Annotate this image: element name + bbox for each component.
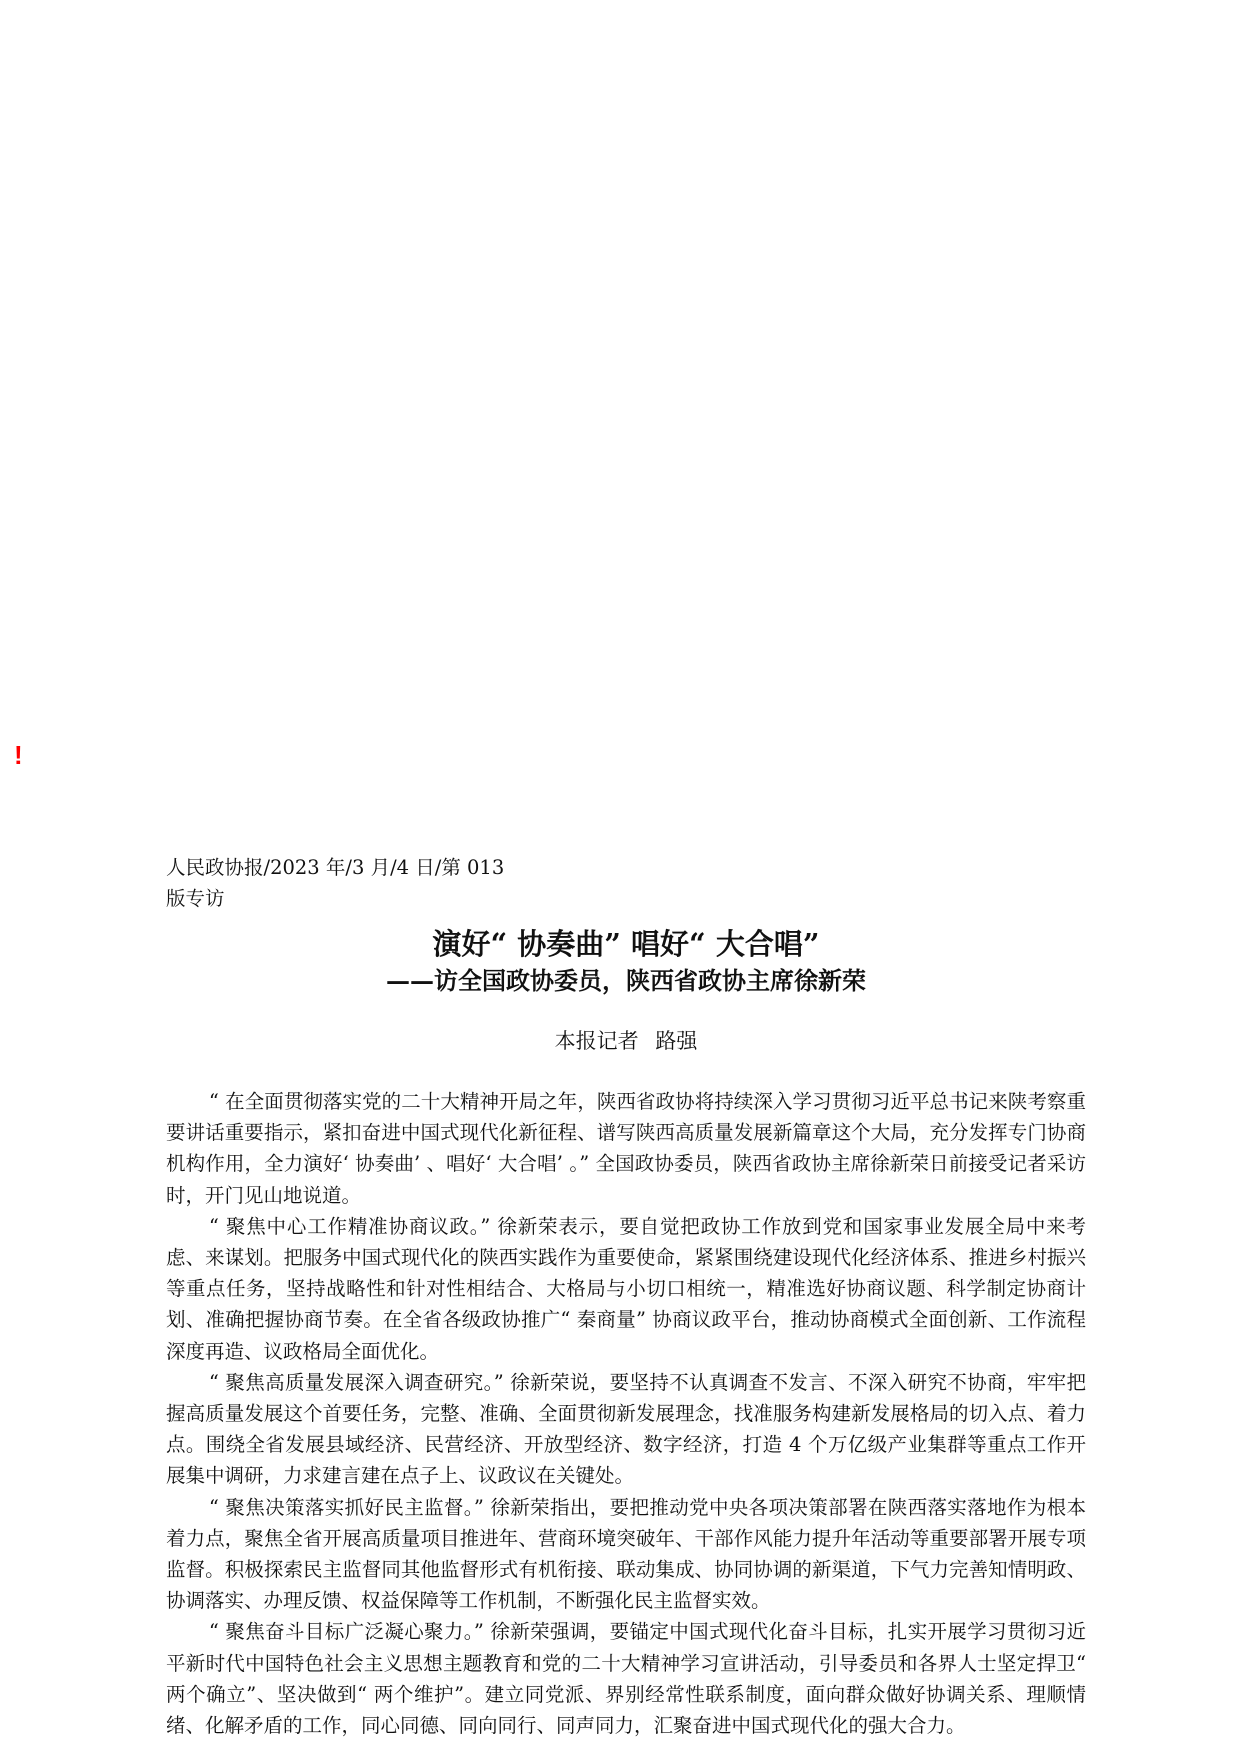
paragraph-2: “ 聚焦中心工作精准协商议政。” 徐新荣表示，要自觉把政协工作放到党和国家事业发展全局中来考虑、来谋划。把服务中国式现代化的陕西实践作为重要使命，紧紧围绕建设现代化经济体系、推进乡村振兴等重点任务，坚持战略性和针对性相结合、大格局与小切口相统一，精准选好协商议题、科学制定协商计划、准确把握协商节奏。在全省各级政协推广“ 秦商量” 协商议政平台，推动协商模式全面创新、工作流程深度再造、议政格局全面优化。 xyxy=(166,1214,1086,1363)
paragraph-1: “ 在全面贯彻落实党的二十大精神开局之年，陕西省政协将持续深入学习贯彻习近平总书记来陕考察重要讲话重要指示，紧扣奋进中国式现代化新征程、谱写陕西高质量发展新篇章这个大局，充分发挥专门协商机构作用，全力演好‘ 协奏曲’ 、唱好‘ 大合唱’ 。” 全国政协委员，陕西省政协主席徐新荣日前接受记者采访时，开门见山地说道。 xyxy=(166,1090,1086,1207)
byline: 本报记者 路强 xyxy=(554,1029,698,1053)
warning-mark: ! xyxy=(14,740,23,770)
paragraph-4: “ 聚焦决策落实抓好民主监督。” 徐新荣指出，要把推动党中央各项决策部署在陕西落实落地作为根本着力点，聚焦全省开展高质量项目推进年、营商环境突破年、干部作风能力提升年活动等重要部署开展专项监督。积极探索民主监督同其他监督形式有机衔接、联动集成、协同协调的新渠道，下气力完善知情明政、协调落实、办理反馈、权益保障等工作机制，不断强化民主监督实效。 xyxy=(166,1495,1086,1613)
paragraph-3: “ 聚焦高质量发展深入调查研究。” 徐新荣说，要坚持不认真调查不发言、不深入研究不协商，牢牢把握高质量发展这个首要任务，完整、准确、全面贯彻新发展理念，找准服务构建新发展格局的切入点、着力点。围绕全省发展县域经济、民营经济、开放型经济、数字经济，打造 4 个万亿级产业集群等重点工作开展集中调研，力求建言建在点子上、议政议在关键处。 xyxy=(166,1370,1086,1488)
source-line: 人民政协报/2023 年/3 月/4 日/第 013 版专访 xyxy=(166,856,505,910)
subheadline: ——访全国政协委员，陕西省政协主席徐新荣 xyxy=(386,966,866,995)
paragraph-5: “ 聚焦奋斗目标广泛凝心聚力。” 徐新荣强调，要锚定中国式现代化奋斗目标，扎实开展学习贯彻习近平新时代中国特色社会主义思想主题教育和党的二十大精神学习宣讲活动，引导委员和各界人士坚定捍卫“ 两个确立”、坚决做到“ 两个维护”。建立同党派、界别经常性联系制度，面向群众做好协调关系、理顺情绪、化解矛盾的工作，同心同德、同向同行、同声同力，汇聚奋进中国式现代化的强大合力。 xyxy=(166,1620,1086,1738)
article xyxy=(166,852,1086,1741)
headline: 演好“ 协奏曲” 唱好“ 大合唱” xyxy=(432,927,820,961)
